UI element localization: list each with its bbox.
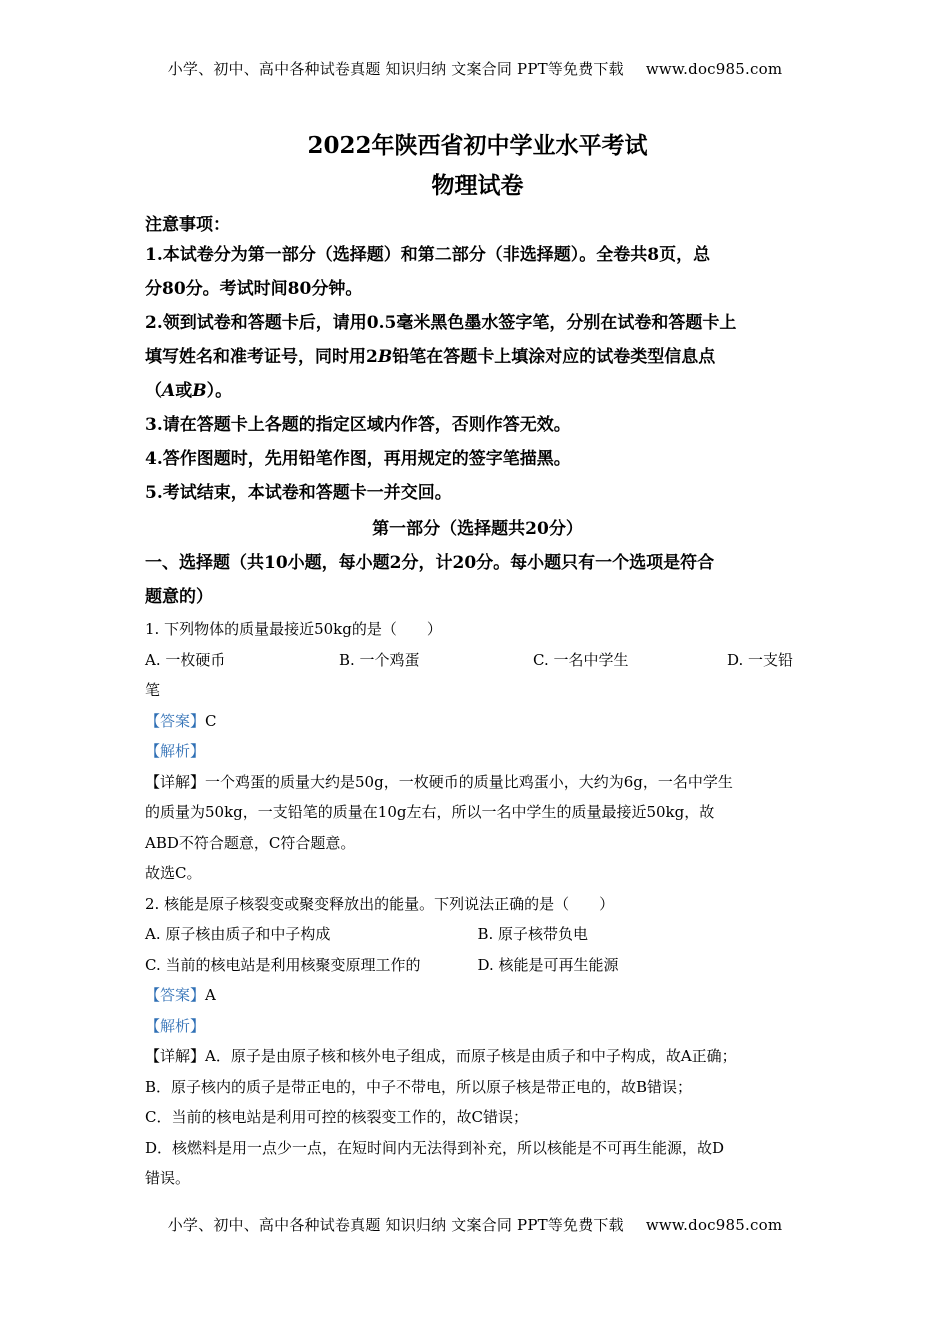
header-banner-text: 小学、初中、高中各种试卷真题 知识归纳 文案合同 PPT等免费下载: [167, 60, 624, 78]
notice-item-1-line-2: 分80分。考试时间80分钟。: [145, 279, 363, 299]
q1-option-a: A. 一枚硬币: [145, 650, 226, 669]
q1-stem: 1. 下列物体的质量最接近50kg的是（ ）: [145, 620, 442, 638]
q2-option-d: D. 核能是可再生能源: [477, 955, 619, 974]
q2-answer-value: A: [205, 986, 216, 1004]
q1-detail-line-3: ABD不符合题意，C符合题意。: [145, 833, 356, 852]
notice-item-2-type-b: B: [192, 381, 207, 401]
q1-analysis-tag: 【解析】: [145, 742, 206, 760]
q2-option-c: C. 当前的核电站是利用核聚变原理工作的: [145, 955, 421, 974]
notice-item-3: 3.请在答题卡上各题的指定区域内作答，否则作答无效。: [145, 415, 571, 435]
q2-detail-line-5: 错误。: [145, 1169, 191, 1187]
q1-detail-line-1: 【详解】一个鸡蛋的质量大约是50g，一枚硬币的质量比鸡蛋小，大约为6g，一名中学生: [145, 772, 733, 791]
q2-detail-line-3: C．当前的核电站是利用可控的核裂变工作的，故C错误；: [145, 1108, 528, 1126]
notice-item-2-line-2: [145, 340, 810, 374]
header-banner: [0, 58, 950, 79]
exam-title: 2022年陕西省初中学业水平考试: [307, 132, 648, 159]
notice-item-5: 5.考试结束，本试卷和答题卡一并交回。: [145, 483, 452, 503]
q1-options: [145, 645, 810, 676]
notice-item-2-line-1: 2.领到试卷和答题卡后，请用0.5毫米黑色墨水签字笔，分别在试卷和答题卡上: [145, 313, 737, 333]
q1-detail-line-2: 的质量为50kg，一支铅笔的质量在10g左右，所以一名中学生的质量最接近50kg，故: [145, 803, 715, 821]
document-body: [145, 128, 810, 1194]
notice-item-2-or: 或: [175, 381, 193, 401]
q2-option-b: B. 原子核带负电: [477, 925, 589, 943]
part-1-title: 第一部分（选择题共20分）: [372, 519, 583, 539]
q2-options-row-1: [145, 919, 810, 950]
q2-answer: [145, 980, 810, 1011]
notice-item-2-text-b: B: [377, 347, 393, 367]
section-1-title-line-2: 题意的）: [145, 587, 213, 607]
footer-banner: [0, 1214, 950, 1235]
notice-heading: 注意事项：: [145, 215, 230, 235]
q1-option-d: D. 一支铅: [727, 650, 794, 669]
q1-conclusion: 故选C。: [145, 864, 202, 882]
q2-analysis-tag: 【解析】: [145, 1016, 206, 1035]
notice-item-2-line-3: [145, 374, 810, 408]
q1-option-c: C. 一名中学生: [533, 650, 629, 669]
q2-option-a: A. 原子核由质子和中子构成: [145, 925, 331, 943]
exam-subtitle: 物理试卷: [431, 172, 524, 199]
q1-option-b: B. 一个鸡蛋: [339, 650, 420, 669]
q1-answer-value: C: [205, 711, 217, 730]
q2-stem: 2. 核能是原子核裂变或聚变释放出的能量。下列说法正确的是（ ）: [145, 894, 615, 913]
q2-detail-line-2: B．原子核内的质子是带正电的，中子不带电，所以原子核是带正电的，故B错误；: [145, 1077, 693, 1096]
section-1-title-line-1: 一、选择题（共10小题，每小题2分，计20分。每小题只有一个选项是符合: [145, 553, 715, 573]
notice-item-2-text-a: 填写姓名和准考证号，同时用2: [145, 347, 378, 367]
notice-item-1-line-1: 1.本试卷分为第一部分（选择题）和第二部分（非选择题）。全卷共8页，总: [145, 245, 711, 265]
notice-item-4: 4.答作图题时，先用铅笔作图，再用规定的签字笔描黑。: [145, 449, 571, 469]
footer-banner-text: 小学、初中、高中各种试卷真题 知识归纳 文案合同 PPT等免费下载: [167, 1216, 624, 1234]
q2-options-row-2: [145, 950, 810, 981]
q2-detail-line-4: D．核燃料是用一点少一点，在短时间内无法得到补充，所以核能是不可再生能源，故D: [145, 1138, 725, 1157]
notice-item-2-type-a: A: [162, 381, 176, 401]
q2-answer-tag: 【答案】: [145, 986, 206, 1004]
q1-answer-tag: 【答案】: [145, 711, 206, 730]
q1-option-d-wrap: 笔: [145, 681, 161, 699]
notice-item-2-paren-open: （: [145, 381, 162, 401]
notice-item-2-paren-close: ）。: [206, 381, 233, 401]
footer-site-link[interactable]: www.doc985.com: [645, 1216, 783, 1234]
q2-detail-line-1: 【详解】A．原子是由原子核和核外电子组成，而原子核是由质子和中子构成，故A正确；: [145, 1047, 737, 1065]
q1-answer: [145, 706, 810, 737]
header-site-link[interactable]: www.doc985.com: [645, 60, 783, 78]
notice-item-2-text-c: 铅笔在答题卡上填涂对应的试卷类型信息点: [392, 347, 716, 367]
